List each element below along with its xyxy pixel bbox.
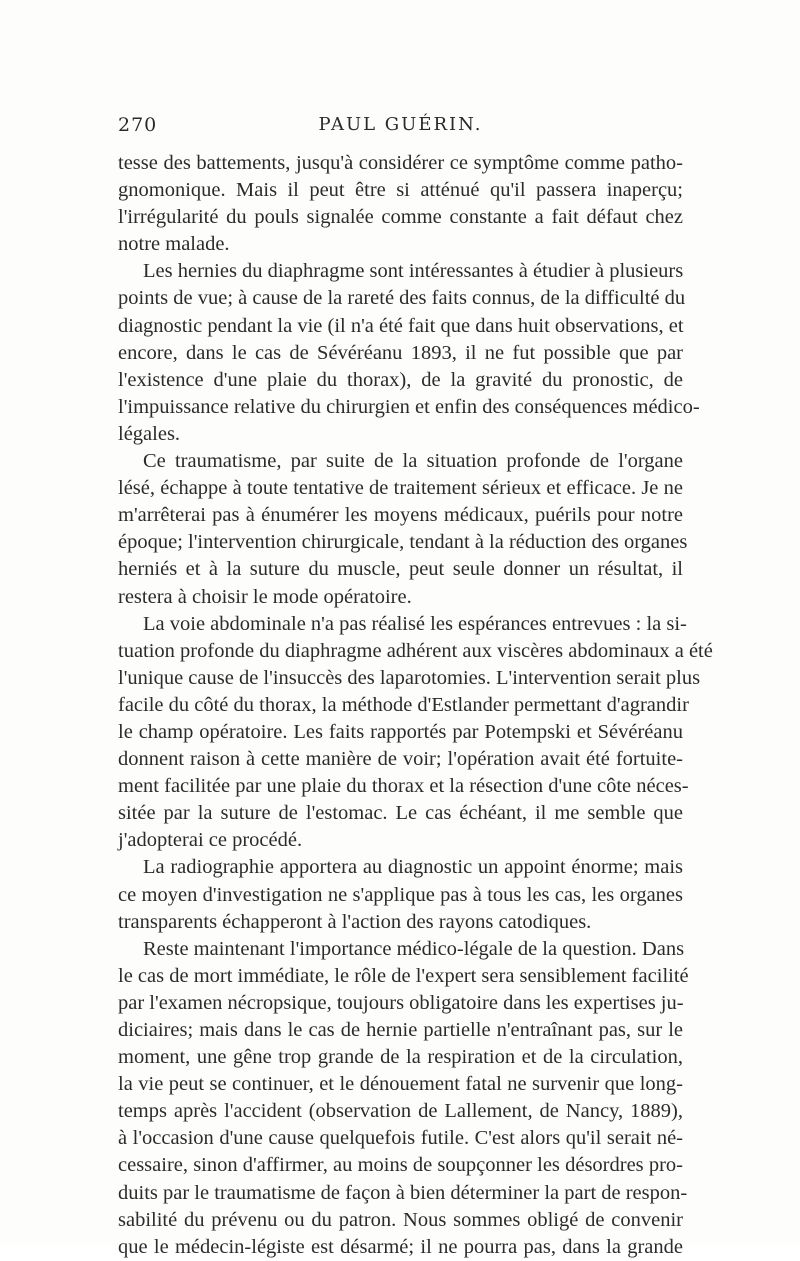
text-line: Reste maintenant l'importance médico-légale de la question. Dans — [143, 937, 685, 960]
page-header — [118, 114, 683, 144]
text-line: par l'examen nécropsique, toujours obligatoire dans les expertises ju- — [118, 991, 684, 1014]
body-text — [118, 150, 713, 1261]
text-line: gnomonique. Mais il peut être si atténué qu'il passera inaperçu; — [118, 179, 683, 202]
text-line: le cas de mort immédiate, le rôle de l'expert sera sensiblement facilité — [118, 964, 689, 987]
paragraph — [118, 854, 683, 935]
paragraph — [118, 258, 700, 448]
page-number: 270 — [118, 114, 158, 136]
text-line: le champ opératoire. Les faits rapportés par Potempski et Sévéréanu — [118, 720, 683, 743]
text-line: notre malade. — [118, 233, 230, 256]
text-line: moment, une gêne trop grande de la respiration et de la circulation, — [118, 1046, 683, 1069]
text-line: transparents échapperont à l'action des rayons catodiques. — [118, 910, 592, 933]
text-line: ment facilitée par une plaie du thorax et la résection d'une côte néces- — [118, 775, 689, 798]
paragraph — [118, 611, 713, 855]
text-line: légales. — [118, 422, 181, 445]
text-line: lésé, échappe à toute tentative de traitement sérieux et efficace. Je ne — [118, 477, 683, 500]
text-line: l'unique cause de l'insuccès des laparotomies. L'intervention serait plus — [118, 666, 701, 689]
text-line: Ce traumatisme, par suite de la situation profonde de l'organe — [143, 450, 683, 473]
text-line: donnent raison à cette manière de voir; l'opération avait été fortuite- — [118, 748, 683, 771]
text-line: diagnostic pendant la vie (il n'a été fait que dans huit observations, et — [118, 314, 684, 337]
paragraph — [118, 150, 683, 258]
text-line: La voie abdominale n'a pas réalisé les espérances entrevues : la si- — [143, 612, 687, 635]
paragraph — [118, 448, 688, 611]
text-line: ce moyen d'investigation ne s'applique pas à tous les cas, les organes — [118, 883, 683, 906]
text-line: tuation profonde du diaphragme adhérent aux viscères abdominaux a été — [118, 639, 713, 662]
text-line: sabilité du prévenu ou du patron. Nous sommes obligé de convenir — [118, 1208, 683, 1231]
text-line: la vie peut se continuer, et le dénouement fatal ne survenir que long- — [118, 1073, 683, 1096]
text-line: La radiographie apportera au diagnostic un appoint énorme; mais — [143, 856, 683, 879]
text-line: duits par le traumatisme de façon à bien déterminer la part de respon- — [118, 1181, 688, 1204]
text-line: points de vue; à cause de la rareté des faits connus, de la difficulté du — [118, 287, 686, 310]
text-line: encore, dans le cas de Sévéréanu 1893, il ne fut possible que par — [118, 341, 683, 364]
text-line: cessaire, sinon d'affirmer, au moins de soupçonner les désordres pro- — [118, 1154, 683, 1177]
text-line: sitée par la suture de l'estomac. Le cas échéant, il me semble que — [118, 802, 683, 825]
text-line: restera à choisir le mode opératoire. — [118, 585, 412, 608]
text-line: temps après l'accident (observation de Lallement, de Nancy, 1889), — [118, 1100, 683, 1123]
text-line: herniés et à la suture du muscle, peut seule donner un résultat, il — [118, 558, 683, 581]
text-line: tesse des battements, jusqu'à considérer ce symptôme comme patho- — [118, 152, 683, 174]
text-line: à l'occasion d'une cause quelquefois futile. C'est alors qu'il serait né- — [118, 1127, 683, 1150]
text-line: m'arrêterai pas à énumérer les moyens médicaux, puérils pour notre — [118, 504, 683, 527]
text-line: facile du côté du thorax, la méthode d'Estlander permettant d'agrandir — [118, 693, 689, 716]
running-title: PAUL GUÉRIN. — [318, 114, 483, 135]
text-line: j'adopterai ce procédé. — [118, 829, 303, 852]
paragraph — [118, 936, 689, 1261]
text-line: que le médecin-légiste est désarmé; il ne pourra pas, dans la grande — [118, 1235, 683, 1258]
text-line: l'existence d'une plaie du thorax), de la gravité du pronostic, de — [118, 368, 683, 391]
text-line: l'irrégularité du pouls signalée comme constante a fait défaut chez — [118, 206, 683, 229]
text-line: époque; l'intervention chirurgicale, tendant à la réduction des organes — [118, 531, 688, 554]
text-line: l'impuissance relative du chirurgien et enfin des conséquences médico- — [118, 395, 700, 418]
text-line: diciaires; mais dans le cas de hernie partielle n'entraînant pas, sur le — [118, 1019, 683, 1041]
text-line: Les hernies du diaphragme sont intéressantes à étudier à plusieurs — [143, 260, 684, 283]
